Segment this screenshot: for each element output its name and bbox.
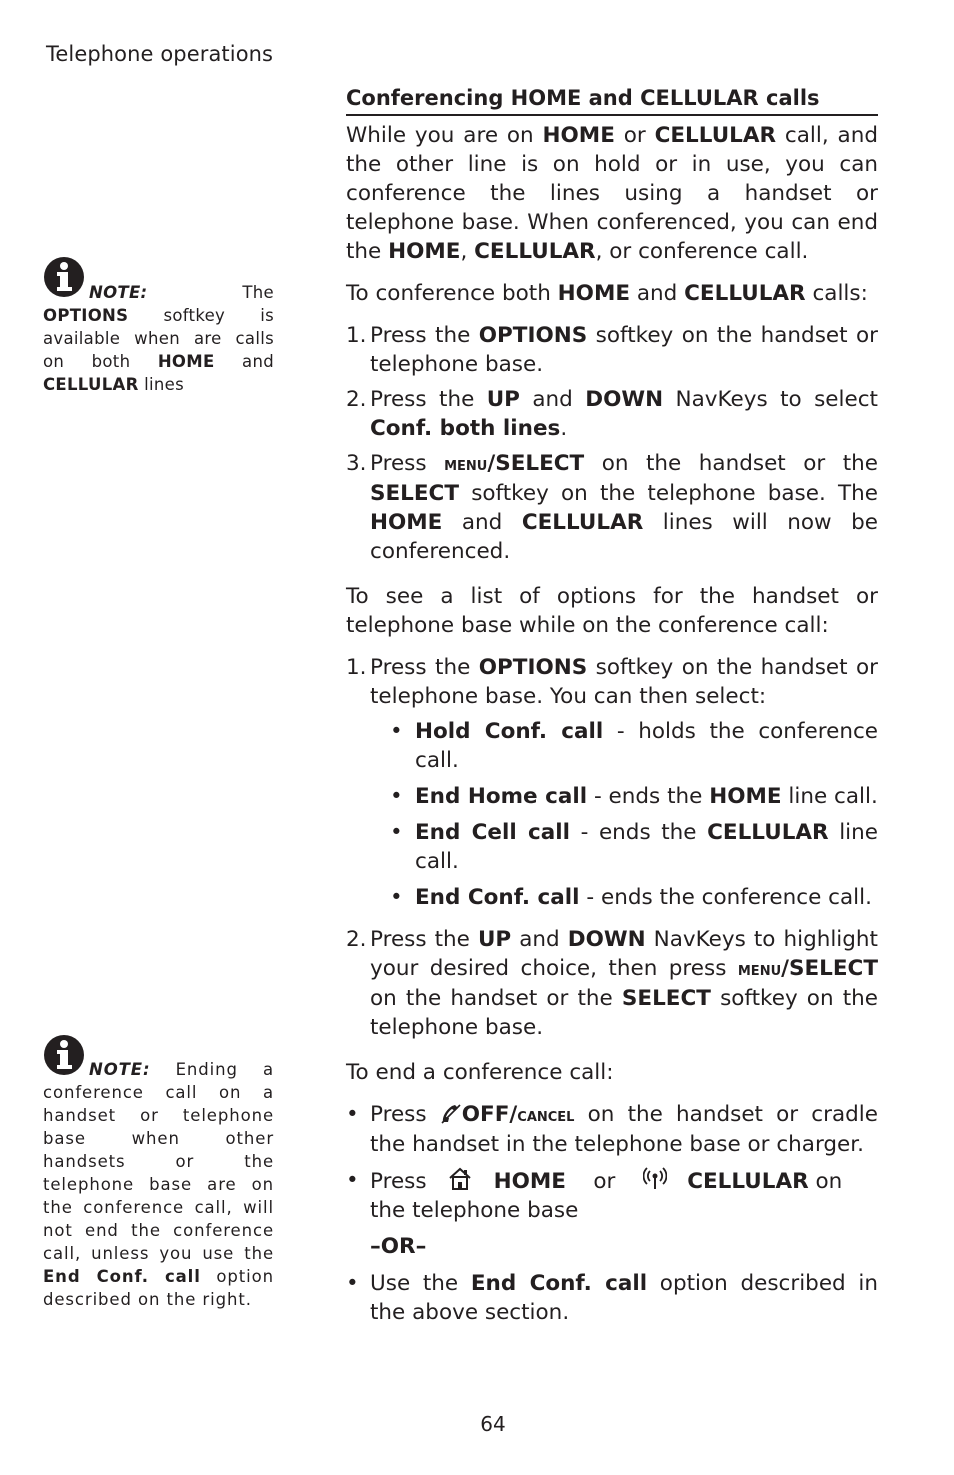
list-item: 1. Press the OPTIONS softkey on the handset or telephone base. [346,323,878,377]
options-lead: To see a list of options for the handset or telephone base while on the conference call: [346,584,878,638]
section-title: Conferencing HOME and CELLULAR calls [346,84,878,116]
running-header: Telephone operations [46,42,274,66]
list-item: 2. Press the UP and DOWN NavKeys to highlight your desired choice, then press menu/SELECT on the handset or the SELECT softkey on the telephone base. [346,927,878,1040]
or-separator: –OR– [370,1234,427,1259]
list-item: • Hold Conf. call - holds the conference call. [390,719,879,773]
list-item: • End Cell call - ends the CELLULAR line call. [390,820,878,874]
list-item: • End Home call - ends the HOME line call. [390,784,878,809]
phone-off-icon [440,1103,462,1125]
info-icon [43,256,87,300]
note-label: NOTE: [89,1060,151,1079]
list-item: • End Conf. call - ends the conference call. [390,885,872,910]
info-icon [43,1034,87,1078]
page-number: 64 [480,1412,506,1436]
conference-lead: To conference both HOME and CELLULAR calls: [346,281,868,306]
conference-steps [346,321,878,566]
list-item: 3. Press menu/SELECT on the handset or the SELECT softkey on the telephone base. The HOME and CELLULAR lines will now be conferenced. [346,451,878,564]
list-item: • Press HOME or CELLULAR on the telephone base [346,1168,843,1223]
list-item: • Use the End Conf. call option described in the above section. [346,1271,879,1325]
options-steps [346,653,878,1042]
list-item: • Press OFF/cancel on the handset or cradle the handset in the telephone base or charger. [346,1102,878,1157]
end-lead: To end a conference call: [346,1060,614,1085]
note-options-availability: NOTE: The OPTIONS softkey is available when are calls on both HOME and CELLULAR lines [43,256,274,396]
options-sublist [370,717,878,912]
list-item: 2. Press the UP and DOWN NavKeys to select Conf. both lines. [346,387,878,441]
main-column [346,84,878,1334]
home-icon [447,1166,473,1192]
end-bullets [346,1100,878,1327]
list-item: 1. Press the OPTIONS softkey on the handset or telephone base. You can then select: • Hold Conf. call - holds the conference call. • End Home call - ends the HOME line call. • End Cell call - ends the CELLULAR line call. • End Conf. call - ends the conference call. [346,655,879,910]
cellular-icon [643,1166,667,1192]
intro-paragraph: While you are on HOME or CELLULAR call, and the other line is on hold or in use, you can conference the lines using a handset or telephone base. When conferenced, you can end the HOME, CELLULAR, or conference call. [346,123,878,264]
note-label: NOTE: [89,283,148,302]
note-ending-conference: NOTE: Ending a conference call on a handset or telephone base when other handsets or the telephone base are on the conference call, will not end the conference call, unless you use the End Conf. call option described on the right. [43,1034,274,1311]
